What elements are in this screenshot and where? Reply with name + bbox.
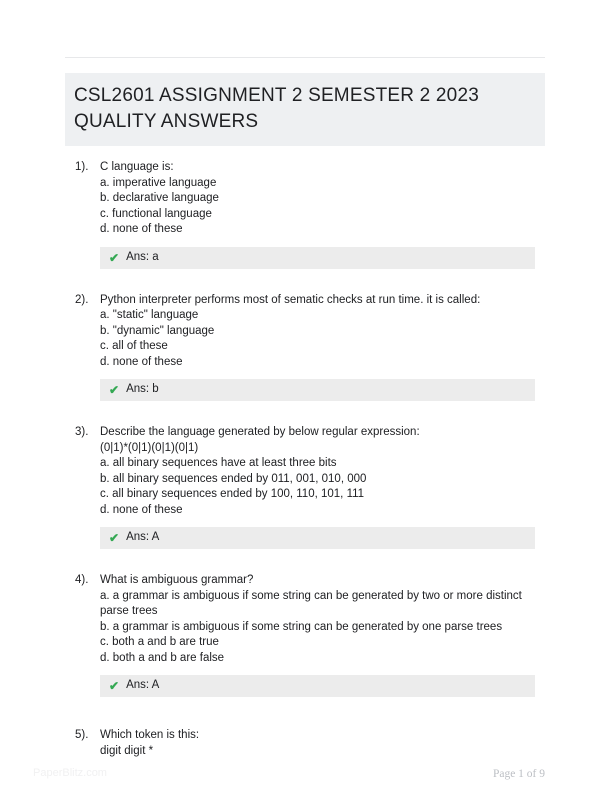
question-lines — [100, 425, 545, 518]
question-body — [100, 425, 545, 549]
answer-bar — [100, 247, 535, 269]
question-line: digit digit * — [100, 744, 154, 757]
question-item — [0, 728, 606, 759]
option-line: c. all of these — [100, 340, 168, 352]
question-number: 2). — [75, 293, 89, 306]
option-line: a. "static" language — [100, 309, 199, 321]
question-body — [100, 573, 545, 697]
page-title: CSL2601 ASSIGNMENT 2 SEMESTER 2 2023 QUALITY ANSWERS — [65, 73, 545, 146]
question-number: 3). — [75, 426, 89, 438]
option-line: a. a grammar is ambiguous if some string can be generated by two or more distinct parse trees — [100, 589, 522, 617]
watermark: PaperBlitz.com — [33, 767, 107, 779]
option-line: d. none of these — [100, 223, 183, 235]
check-icon: ✔ — [109, 383, 120, 397]
question-number: 1). — [75, 161, 89, 173]
question-body — [100, 293, 545, 402]
option-line: c. functional language — [100, 207, 212, 220]
question-lines — [100, 293, 545, 371]
option-line: c. all binary sequences ended by 100, 110, 101, 111 — [100, 488, 365, 500]
answer-bar — [100, 527, 535, 549]
question-item — [0, 293, 606, 402]
option-line: d. both a and b are false — [100, 651, 225, 664]
answer-text: Ans: b — [126, 383, 159, 396]
page-number: Page 1 of 9 — [492, 768, 545, 780]
top-divider — [65, 57, 545, 58]
option-line: d. none of these — [100, 355, 183, 368]
check-icon: ✔ — [109, 531, 120, 545]
answer-text: Ans: a — [126, 250, 159, 263]
answer-text: Ans: A — [126, 679, 160, 692]
answer-bar — [100, 379, 535, 401]
question-line: Which token is this: — [100, 729, 200, 741]
answer-bar — [100, 675, 535, 697]
option-line: b. all binary sequences ended by 011, 001, 010, 000 — [100, 472, 367, 485]
option-line: a. imperative language — [100, 176, 217, 189]
question-number: 5). — [75, 729, 89, 741]
question-line: C language is: — [100, 161, 174, 173]
question-lines — [100, 573, 545, 666]
question-line: (0|1)*(0|1)(0|1)(0|1) — [100, 441, 199, 454]
question-body — [100, 160, 545, 269]
option-line: b. declarative language — [100, 192, 219, 204]
question-line: Python interpreter performs most of sematic checks at run time. it is called: — [100, 293, 481, 306]
questions-list — [0, 160, 606, 783]
check-icon: ✔ — [109, 250, 120, 265]
option-line: a. all binary sequences have at least three bits — [100, 457, 337, 469]
question-item — [0, 160, 606, 269]
answer-text: Ans: A — [126, 531, 160, 544]
option-line: c. both a and b are true — [100, 636, 219, 648]
option-line: b. "dynamic" language — [100, 324, 215, 337]
question-body — [100, 728, 545, 759]
question-line: What is ambiguous grammar? — [100, 574, 254, 586]
option-line: b. a grammar is ambiguous if some string can be generated by one parse trees — [100, 620, 503, 633]
question-lines — [100, 728, 545, 759]
option-line: d. none of these — [100, 503, 183, 516]
question-lines — [100, 160, 545, 238]
question-item — [0, 425, 606, 549]
question-line: Describe the language generated by below regular expression: — [100, 426, 420, 438]
question-number: 4). — [75, 574, 89, 586]
check-icon: ✔ — [109, 679, 120, 693]
question-item — [0, 573, 606, 697]
